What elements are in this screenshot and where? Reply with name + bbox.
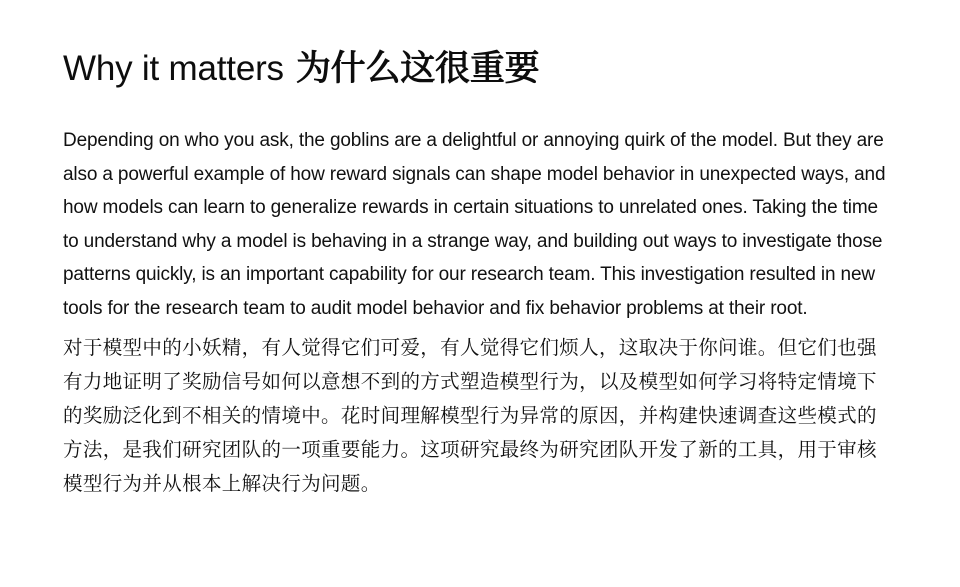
body-paragraph-zh: 对于模型中的小妖精，有人觉得它们可爱，有人觉得它们烦人，这取决于你问谁。但它们也强有力地证明了奖励信号如何以意想不到的方式塑造模型行为，以及模型如何学习将特定情境下的奖励泛化到不相关的情境中。花时间理解模型行为异常的原因，并构建快速调查这些模式的方法，是我们研究团队的一项重要能力。这项研究最终为研究团队开发了新的工具，用于审核模型行为并从根本上解决行为问题。 (63, 337, 877, 495)
section-heading (63, 44, 893, 94)
article-section (63, 44, 893, 501)
section-heading-zh: 为什么这很重要 (295, 49, 540, 88)
body-paragraph-en: Depending on who you ask, the goblins are a delightful or annoying quirk of the model. But they are also a powerful example of how reward signals can shape model behavior in unexpected ways, and how models can learn to generalize rewards in certain situations to unrelated ones. Taking the time to understand why a model is behaving in a strange way, and building out ways to investigate those patterns quickly, is an important capability for our research team. This investigation resulted in new tools for the research team to audit model behavior and fix behavior problems at their root. (63, 130, 886, 319)
section-heading-en: Why it matters (63, 49, 284, 88)
